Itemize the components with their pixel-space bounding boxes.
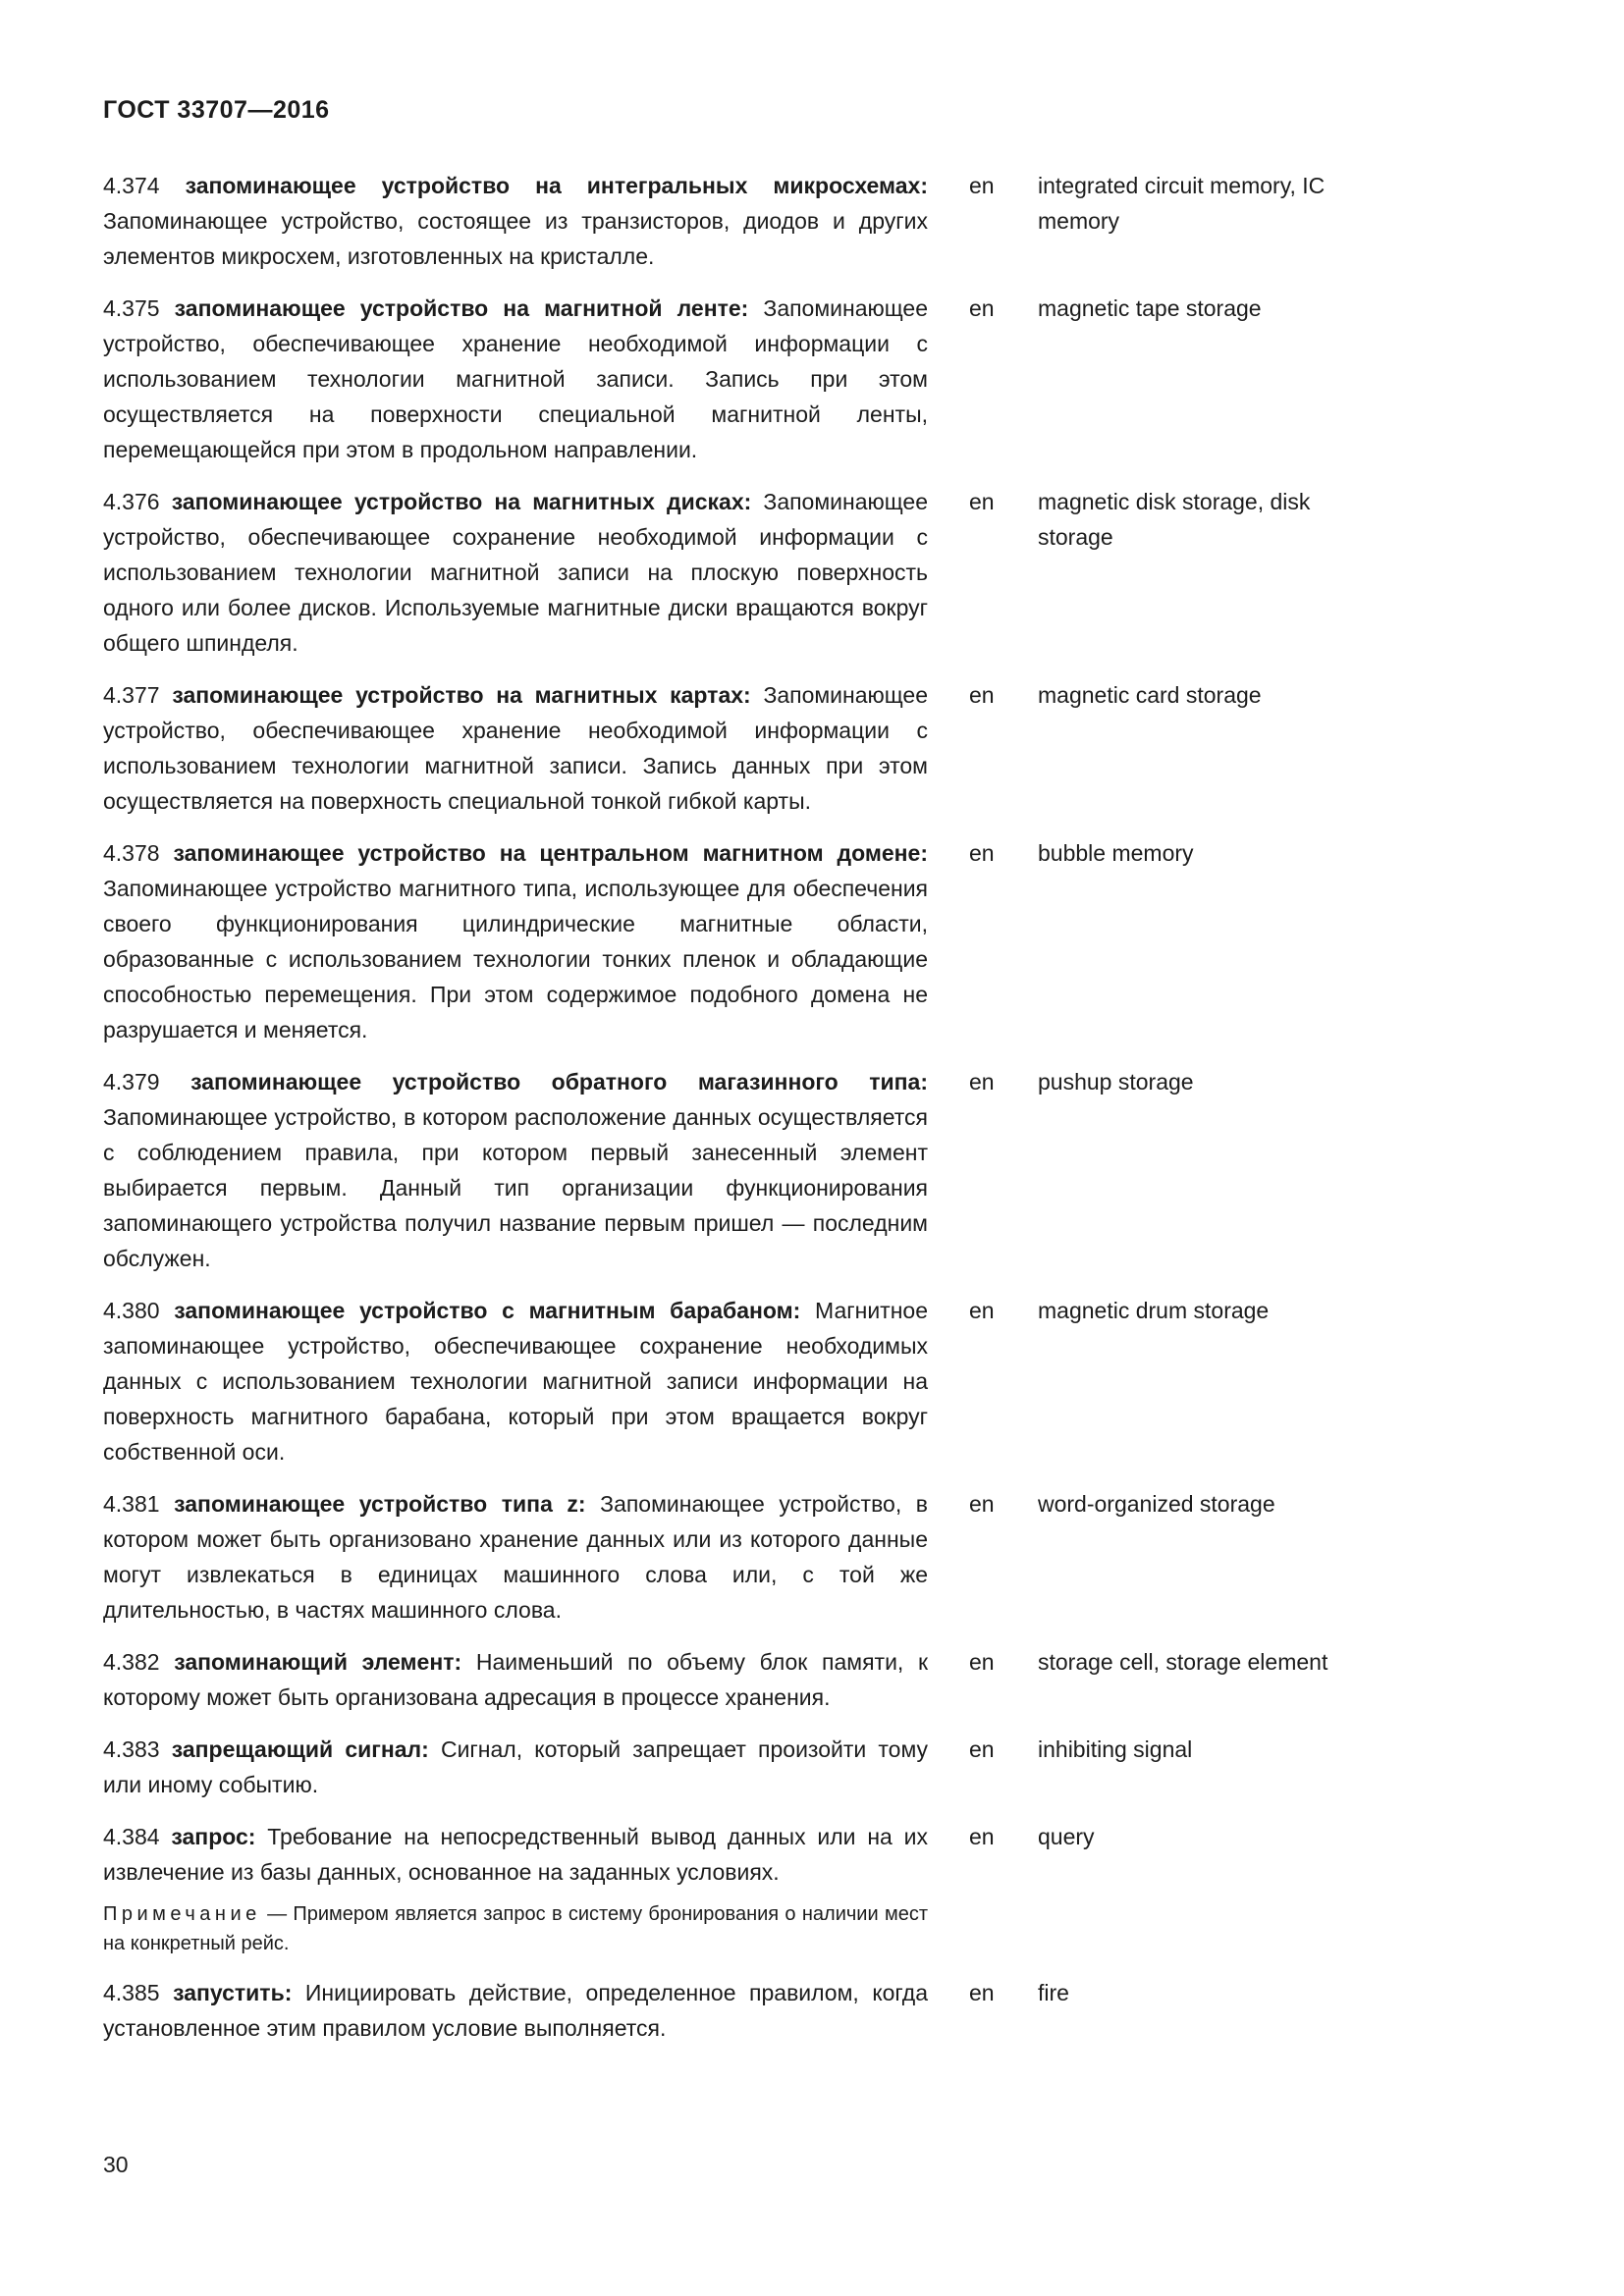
english-term: bubble memory bbox=[1038, 840, 1194, 866]
entry-note bbox=[103, 1899, 928, 1958]
language-label: en bbox=[969, 1298, 995, 1323]
entry-definition: Сигнал, который запрещает произойти тому или иному событию. bbox=[103, 1736, 929, 1797]
entry-number: 4.384 bbox=[103, 1824, 160, 1849]
entry-term: запрещающий сигнал: bbox=[171, 1736, 429, 1762]
definition-column bbox=[103, 1975, 928, 2046]
term-entry bbox=[103, 1819, 1399, 1958]
page-number: 30 bbox=[103, 2152, 129, 2177]
entry-term: запоминающее устройство на магнитной ленте: bbox=[174, 295, 749, 321]
entry-number: 4.382 bbox=[103, 1649, 160, 1675]
entry-definition: Запоминающее устройство, состоящее из транзисторов, диодов и других элементов микросхем, изготовленных на кристалле. bbox=[103, 208, 928, 269]
definition-column bbox=[103, 1644, 928, 1715]
term-entry bbox=[103, 677, 1399, 819]
definition-column bbox=[103, 1732, 928, 1802]
entry-definition: Магнитное запоминающее устройство, обеспечивающее сохранение необходимых данных с использованием технологии магнитной записи информации на поверхность магнитного барабана, который при этом вращается вокруг собственной оси. bbox=[103, 1298, 928, 1465]
entry-definition: Запоминающее устройство, в котором расположение данных осуществляется с соблюдением правила, при котором первый занесенный элемент выбирается первым. Данный тип организации функционирования запоминающего устройства получил название первым пришел — последним обслужен. bbox=[103, 1104, 928, 1271]
definition-paragraph bbox=[103, 1975, 928, 2046]
entry-number: 4.379 bbox=[103, 1069, 160, 1095]
language-label: en bbox=[969, 840, 995, 866]
document-header: ГОСТ 33707—2016 bbox=[103, 96, 330, 124]
language-label: en bbox=[969, 1069, 995, 1095]
definition-paragraph bbox=[103, 168, 928, 274]
entry-number: 4.378 bbox=[103, 840, 160, 866]
english-term: magnetic card storage bbox=[1038, 682, 1262, 708]
english-term: storage cell, storage element bbox=[1038, 1649, 1328, 1675]
note-text: — Примером является запрос в систему бронирования о наличии мест на конкретный рейс. bbox=[103, 1903, 928, 1954]
language-label: en bbox=[969, 1491, 995, 1517]
entry-term: запоминающее устройство на магнитных картах: bbox=[172, 682, 751, 708]
entry-term: запоминающее устройство на интегральных микросхемах: bbox=[185, 173, 928, 198]
entry-term: запоминающее устройство обратного магазинного типа: bbox=[190, 1069, 928, 1095]
language-label: en bbox=[969, 682, 995, 708]
entry-number: 4.383 bbox=[103, 1736, 160, 1762]
note-label: Примечание bbox=[103, 1903, 261, 1925]
definition-paragraph bbox=[103, 1486, 928, 1628]
entry-term: запоминающее устройство на магнитных дисках: bbox=[171, 489, 752, 514]
english-term: magnetic drum storage bbox=[1038, 1298, 1270, 1323]
english-term: fire bbox=[1038, 1980, 1069, 2005]
language-label: en bbox=[969, 1736, 995, 1762]
entry-definition: Требование на непосредственный вывод данных или на их извлечение из базы данных, основанное на заданных условиях. bbox=[103, 1824, 928, 1885]
definition-column bbox=[103, 1819, 928, 1958]
entry-number: 4.376 bbox=[103, 489, 160, 514]
entry-definition: Запоминающее устройство, обеспечивающее хранение необходимой информации с использованием технологии магнитной записи. Запись данных при этом осуществляется на поверхность специальной тонкой гибкой карты. bbox=[103, 682, 929, 814]
entry-definition: Инициировать действие, определенное правилом, когда установленное этим правилом условие выполняется. bbox=[103, 1980, 928, 2041]
entry-number: 4.377 bbox=[103, 682, 160, 708]
definition-paragraph bbox=[103, 484, 928, 661]
definition-column bbox=[103, 835, 928, 1047]
entry-definition: Запоминающее устройство магнитного типа, использующее для обеспечения своего функционирования цилиндрические магнитные области, образованные с использованием технологии тонких пленок и обладающие способностью перемещения. При этом содержимое подобного домена не разрушается и меняется. bbox=[103, 876, 928, 1042]
language-label: en bbox=[969, 295, 995, 321]
definition-column bbox=[103, 484, 928, 661]
definition-column bbox=[103, 1486, 928, 1628]
english-term: magnetic disk storage, disk storage bbox=[1038, 489, 1311, 550]
english-term: inhibiting signal bbox=[1038, 1736, 1193, 1762]
entry-number: 4.375 bbox=[103, 295, 160, 321]
term-entry bbox=[103, 835, 1399, 1047]
term-entry bbox=[103, 291, 1399, 467]
entry-number: 4.374 bbox=[103, 173, 160, 198]
definition-column bbox=[103, 677, 928, 819]
entry-number: 4.380 bbox=[103, 1298, 160, 1323]
term-entry bbox=[103, 1486, 1399, 1628]
entry-term: запустить: bbox=[173, 1980, 293, 2005]
entry-term: запоминающее устройство с магнитным барабаном: bbox=[174, 1298, 801, 1323]
language-label: en bbox=[969, 489, 995, 514]
entry-definition: Запоминающее устройство, в котором может быть организовано хранение данных или из которого данные могут извлекаться в единицах машинного слова или, с той же длительностью, в частях машинного слова. bbox=[103, 1491, 929, 1623]
entry-definition: Наименьший по объему блок памяти, к которому может быть организована адресация в процессе хранения. bbox=[103, 1649, 929, 1710]
definition-paragraph bbox=[103, 1732, 928, 1802]
entry-term: запоминающее устройство типа z: bbox=[174, 1491, 586, 1517]
english-term: pushup storage bbox=[1038, 1069, 1194, 1095]
entry-definition: Запоминающее устройство, обеспечивающее сохранение необходимой информации с использованием технологии магнитной записи на плоскую поверхность одного или более дисков. Используемые магнитные диски вращаются вокруг общего шпинделя. bbox=[103, 489, 929, 656]
language-label: en bbox=[969, 1649, 995, 1675]
term-entry bbox=[103, 1644, 1399, 1715]
term-entry bbox=[103, 1293, 1399, 1469]
definition-paragraph bbox=[103, 677, 928, 819]
term-entry bbox=[103, 1064, 1399, 1276]
definition-column bbox=[103, 168, 928, 274]
entry-number: 4.385 bbox=[103, 1980, 160, 2005]
page-content bbox=[103, 96, 1399, 2062]
entry-term: запрос: bbox=[171, 1824, 256, 1849]
definition-column bbox=[103, 291, 928, 467]
language-label: en bbox=[969, 1824, 995, 1849]
entry-term: запоминающий элемент: bbox=[174, 1649, 462, 1675]
definition-paragraph bbox=[103, 1644, 928, 1715]
entry-term: запоминающее устройство на центральном магнитном домене: bbox=[173, 840, 929, 866]
definition-paragraph bbox=[103, 1064, 928, 1276]
term-entry bbox=[103, 168, 1399, 274]
entry-definition: Запоминающее устройство, обеспечивающее хранение необходимой информации с использованием технологии магнитной записи. Запись при этом осуществляется на поверхности специальной магнитной ленты, перемещающейся при этом в продольном направлении. bbox=[103, 295, 929, 462]
term-entry bbox=[103, 1732, 1399, 1802]
english-term: query bbox=[1038, 1824, 1095, 1849]
definition-paragraph bbox=[103, 1293, 928, 1469]
definition-column bbox=[103, 1064, 928, 1276]
language-label: en bbox=[969, 1980, 995, 2005]
term-entry bbox=[103, 1975, 1399, 2046]
definition-column bbox=[103, 1293, 928, 1469]
english-term: word-organized storage bbox=[1038, 1491, 1275, 1517]
language-label: en bbox=[969, 173, 995, 198]
english-term: integrated circuit memory, IC memory bbox=[1038, 173, 1326, 234]
entry-number: 4.381 bbox=[103, 1491, 160, 1517]
definition-paragraph bbox=[103, 835, 928, 1047]
english-term: magnetic tape storage bbox=[1038, 295, 1262, 321]
term-entry bbox=[103, 484, 1399, 661]
definition-paragraph bbox=[103, 291, 928, 467]
definition-paragraph bbox=[103, 1819, 928, 1890]
